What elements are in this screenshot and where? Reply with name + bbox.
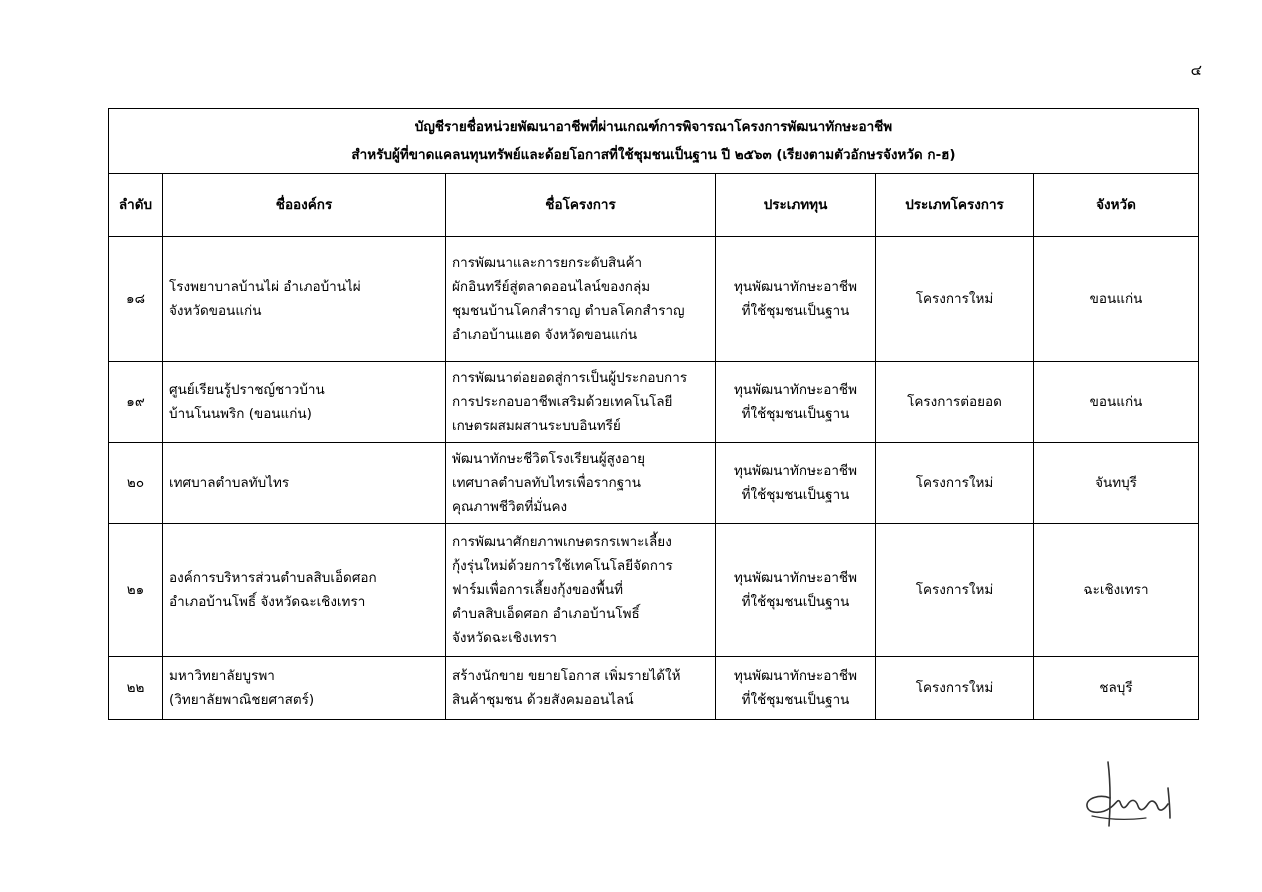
row-fund-type [716, 524, 876, 657]
row-org [163, 362, 446, 443]
table-row [109, 524, 1199, 657]
row-province: ฉะเชิงเทรา [1034, 524, 1199, 657]
row-org [163, 237, 446, 362]
row-project-type: โครงการใหม่ [876, 237, 1034, 362]
fund-line: ทุนพัฒนาทักษะอาชีพ [733, 279, 857, 295]
fund-line: ทุนพัฒนาทักษะอาชีพ [733, 668, 857, 684]
row-no: ๑๘ [109, 237, 163, 362]
table-row [109, 237, 1199, 362]
page-number: ๔ [1190, 61, 1202, 79]
table-row [109, 443, 1199, 524]
project-line: การพัฒนาศักยภาพเกษตรกรเพาะเลี้ยง [452, 534, 672, 550]
org-line: โรงพยาบาลบ้านไผ่ อำเภอบ้านไผ่ [169, 279, 361, 295]
row-province: ชลบุรี [1034, 657, 1199, 720]
table-title [109, 109, 1199, 174]
fund-line: ทุนพัฒนาทักษะอาชีพ [733, 570, 857, 586]
project-line: เทศบาลตำบลทับไทรเพื่อรากฐาน [452, 475, 641, 491]
org-line: มหาวิทยาลัยบูรพา [169, 668, 275, 684]
header-province: จังหวัด [1034, 174, 1199, 237]
title-line-2: สำหรับผู้ที่ขาดแคลนทุนทรัพย์และด้อยโอกาสที่ใช้ชุมชนเป็นฐาน ปี ๒๕๖๓ (เรียงตามตัวอักษรจังหวัด ก-ฮ) [351, 147, 956, 163]
row-project-type: โครงการใหม่ [876, 524, 1034, 657]
header-org: ชื่อองค์กร [163, 174, 446, 237]
fund-line: ที่ใช้ชุมชนเป็นฐาน [741, 487, 850, 503]
row-project-type: โครงการใหม่ [876, 657, 1034, 720]
project-line: ฟาร์มเพื่อการเลี้ยงกุ้งของพื้นที่ [452, 582, 624, 598]
project-line: สินค้าชุมชน ด้วยสังคมออนไลน์ [452, 692, 634, 708]
row-fund-type [716, 362, 876, 443]
header-fund-type: ประเภททุน [716, 174, 876, 237]
row-no: ๑๙ [109, 362, 163, 443]
row-project [446, 657, 716, 720]
project-line: อำเภอบ้านแฮด จังหวัดขอนแก่น [452, 327, 638, 343]
row-project [446, 237, 716, 362]
row-project [446, 362, 716, 443]
org-line: องค์การบริหารส่วนตำบลสิบเอ็ดศอก [169, 570, 377, 586]
project-line: คุณภาพชีวิตที่มั่นคง [452, 499, 568, 515]
signature [1080, 758, 1180, 830]
project-line: กุ้งรุ่นใหม่ด้วยการใช้เทคโนโลยีจัดการ [452, 558, 673, 574]
project-line: การประกอบอาชีพเสริมด้วยเทคโนโลยี [452, 394, 673, 410]
row-no: ๒๑ [109, 524, 163, 657]
header-project-type: ประเภทโครงการ [876, 174, 1034, 237]
fund-line: ที่ใช้ชุมชนเป็นฐาน [741, 594, 850, 610]
fund-line: ที่ใช้ชุมชนเป็นฐาน [741, 692, 850, 708]
project-line: ผักอินทรีย์สู่ตลาดออนไลน์ของกลุ่ม [452, 279, 651, 295]
row-province: ขอนแก่น [1034, 237, 1199, 362]
row-fund-type [716, 237, 876, 362]
org-line: เทศบาลตำบลทับไทร [169, 475, 290, 491]
fund-line: ทุนพัฒนาทักษะอาชีพ [733, 463, 857, 479]
title-line-1: บัญชีรายชื่อหน่วยพัฒนาอาชีพที่ผ่านเกณฑ์การพิจารณาโครงการพัฒนาทักษะอาชีพ [414, 119, 893, 135]
project-line: สร้างนักขาย ขยายโอกาส เพิ่มรายได้ให้ [452, 668, 681, 684]
org-line: บ้านโนนพริก (ขอนแก่น) [169, 406, 312, 422]
row-org [163, 443, 446, 524]
project-line: จังหวัดฉะเชิงเทรา [452, 630, 557, 646]
project-line: ตำบลสิบเอ็ดศอก อำเภอบ้านโพธิ์ [452, 606, 640, 622]
row-province: ขอนแก่น [1034, 362, 1199, 443]
row-province: จันทบุรี [1034, 443, 1199, 524]
row-no: ๒๐ [109, 443, 163, 524]
row-project-type: โครงการต่อยอด [876, 362, 1034, 443]
project-line: ชุมชนบ้านโคกสำราญ ตำบลโคกสำราญ [452, 303, 685, 319]
org-line: (วิทยาลัยพาณิชยศาสตร์) [169, 692, 315, 708]
row-project-type: โครงการใหม่ [876, 443, 1034, 524]
org-line: ศูนย์เรียนรู้ปราชญ์ชาวบ้าน [169, 382, 325, 398]
org-line: จังหวัดขอนแก่น [169, 303, 262, 319]
row-org [163, 657, 446, 720]
fund-line: ที่ใช้ชุมชนเป็นฐาน [741, 303, 850, 319]
project-line: เกษตรผสมผสานระบบอินทรีย์ [452, 418, 621, 434]
header-project: ชื่อโครงการ [446, 174, 716, 237]
project-line: การพัฒนาต่อยอดสู่การเป็นผู้ประกอบการ [452, 370, 688, 386]
header-no: ลำดับ [109, 174, 163, 237]
fund-line: ทุนพัฒนาทักษะอาชีพ [733, 382, 857, 398]
project-line: การพัฒนาและการยกระดับสินค้า [452, 255, 643, 271]
row-fund-type [716, 443, 876, 524]
header-row [109, 174, 1199, 237]
project-list-table [108, 108, 1199, 720]
org-line: อำเภอบ้านโพธิ์ จังหวัดฉะเชิงเทรา [169, 594, 366, 610]
fund-line: ที่ใช้ชุมชนเป็นฐาน [741, 406, 850, 422]
table-row [109, 362, 1199, 443]
title-row [109, 109, 1199, 174]
project-line: พัฒนาทักษะชีวิตโรงเรียนผู้สูงอายุ [452, 451, 646, 467]
row-no: ๒๒ [109, 657, 163, 720]
table-row [109, 657, 1199, 720]
row-project [446, 524, 716, 657]
row-project [446, 443, 716, 524]
row-org [163, 524, 446, 657]
row-fund-type [716, 657, 876, 720]
